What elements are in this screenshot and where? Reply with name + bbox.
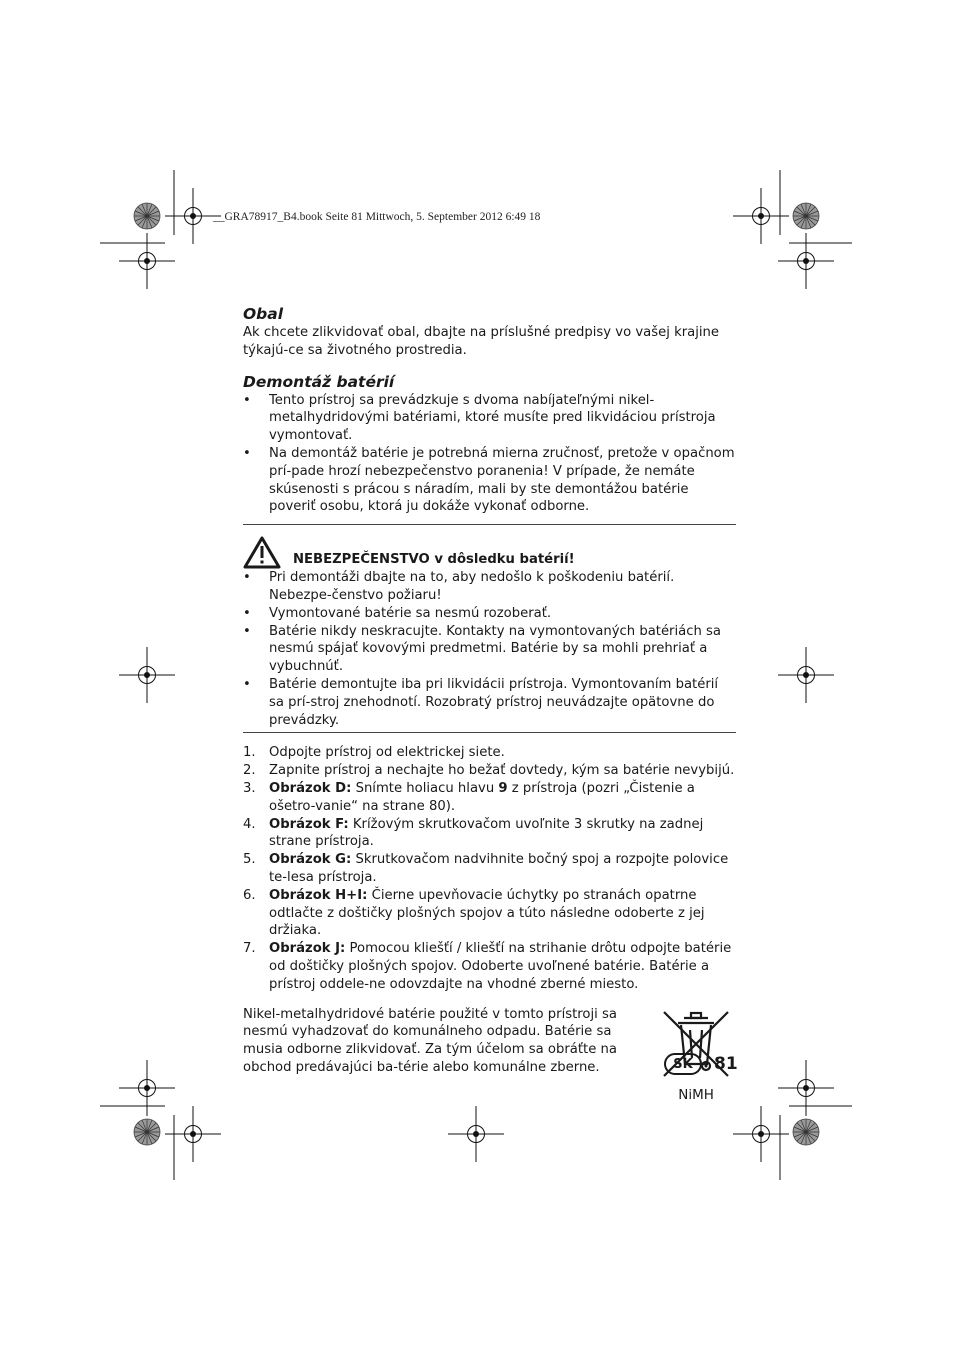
step-number: 1. — [243, 745, 256, 761]
page-number: 81 — [714, 1054, 738, 1074]
step-item — [243, 762, 736, 780]
step-number: 3. — [243, 780, 256, 796]
bullet-text: Pri demontáži dbajte na to, aby nedošlo k poškodeniu batérií. Nebezpe-čenstvo požiaru! — [269, 570, 675, 603]
section-title-obal: Obal — [243, 305, 284, 323]
step-number: 2. — [243, 763, 256, 779]
step-number: 5. — [243, 852, 256, 868]
list-item — [243, 392, 736, 445]
figure-reference: Obrázok J: — [269, 941, 346, 957]
figure-reference: Obrázok H+I: — [269, 887, 368, 903]
step-text: Skrutkovačom nadvihnite bočný spoj a rozpojte polovice te-lesa prístroja. — [269, 852, 729, 885]
page-content — [243, 304, 736, 1105]
bullet-text: Batérie nikdy neskracujte. Kontakty na vymontovaných batériách sa nesmú spájať kovovými predmetmi. Batérie by sa mohli prehriať a vybuchnúť. — [269, 623, 721, 675]
step-item — [243, 780, 736, 816]
step-item — [243, 851, 736, 887]
step-text: Čierne upevňovacie úchytky po stranách opatrne odtlačte z doštičky plošných spojov a túto následne odoberte z jej držiaka. — [269, 887, 705, 939]
language-badge: SK — [664, 1053, 702, 1075]
list-item — [243, 623, 736, 676]
list-item — [243, 569, 736, 605]
bullet-text: Na demontáž batérie je potrebná mierna zručnosť, pretože v opačnom prí-pade hrozí nebezpečenstvo poranenia! V prípade, že nemáte skúsenosti s prácou s náradím, mali by ste demontážou batérie poveriť osobu, ktorá ju dokáže vykonať odborne. — [269, 445, 735, 515]
list-item — [243, 445, 736, 516]
disposal-block — [243, 1006, 736, 1106]
section-title-demontaz: Demontáž batérií — [243, 372, 395, 391]
steps-list — [243, 744, 736, 993]
bullet-text: Tento prístroj sa prevádzkuje s dvoma nabíjateľnými nikel-metalhydridovými batériami, ktoré musíte pred likvidáciou prístroja vymontovať. — [269, 392, 716, 444]
warning-bullet-list — [243, 569, 736, 729]
step-text: Krížovým skrutkovačom uvoľnite 3 skrutky na zadnej strane prístroja. — [269, 816, 704, 850]
bullet-icon: • — [243, 570, 251, 586]
step-text: z prístroja (pozri „Čistenie a ošetro-vanie“ na strane 80). — [269, 780, 695, 814]
figure-reference: Obrázok F: — [269, 816, 349, 832]
step-text: Zapnite prístroj a nechajte ho bežať dovtedy, kým sa batérie nevybijú. — [269, 763, 735, 779]
step-number: 4. — [243, 816, 256, 832]
file-info-header: __GRA78917_B4.book Seite 81 Mittwoch, 5. September 2012 6:49 18 — [213, 211, 541, 223]
step-item — [243, 816, 736, 852]
step-number: 7. — [243, 941, 256, 957]
disposal-paragraph: Nikel-metalhydridové batérie použité v tomto prístroji sa nesmú vyhadzovať do komunálneho odpadu. Batérie sa musia odborne zlikvidovať. Za tým účelom sa obráťte na obchod predávajúci ba-térie alebo komunálne zberne. — [243, 1006, 617, 1075]
warning-triangle-icon — [243, 536, 281, 569]
figure-reference: Obrázok D: — [269, 780, 352, 796]
warning-header — [243, 535, 736, 569]
step-text: Odpojte prístroj od elektrickej siete. — [269, 745, 505, 761]
list-item — [243, 676, 736, 729]
step-number: 6. — [243, 887, 256, 903]
part-number: 9 — [498, 780, 508, 796]
step-text: Snímte holiacu hlavu — [351, 780, 499, 796]
bullet-icon: • — [243, 605, 251, 621]
list-item — [243, 605, 736, 623]
bullet-icon: • — [243, 445, 251, 461]
obal-paragraph: Ak chcete zlikvidovať obal, dbajte na príslušné predpisy vo vašej krajine týkajú-ce sa životného prostredia. — [243, 325, 720, 358]
battery-type-label: NiMH — [678, 1087, 714, 1104]
step-item — [243, 887, 736, 940]
bullet-icon: • — [243, 676, 251, 692]
bullet-icon: • — [243, 392, 251, 408]
step-item — [243, 940, 736, 993]
demontaz-bullet-list — [243, 392, 736, 517]
bullet-text: Batérie demontujte iba pri likvidácii prístroja. Vymontovaním batérií sa prí-stroj znehodnotí. Rozobratý prístroj neuvádzajte opätovne do prevádzky. — [269, 676, 719, 728]
figure-reference: Obrázok G: — [269, 852, 352, 868]
divider — [243, 524, 736, 525]
page-footer — [664, 1053, 738, 1075]
bullet-icon: • — [243, 623, 251, 639]
step-item — [243, 744, 736, 762]
step-text: Pomocou kliešťí / kliešťí na strihanie drôtu odpojte batérie od doštičky plošných spojov. Odoberte uvoľnené batérie. Batérie a prístroj oddele-ne odovzdajte na vhodné zberné miesto. — [269, 941, 732, 992]
warning-title: NEBEZPEČENSTVO v dôsledku batérií! — [293, 552, 575, 568]
bullet-text: Vymontované batérie sa nesmú rozoberať. — [269, 605, 552, 621]
